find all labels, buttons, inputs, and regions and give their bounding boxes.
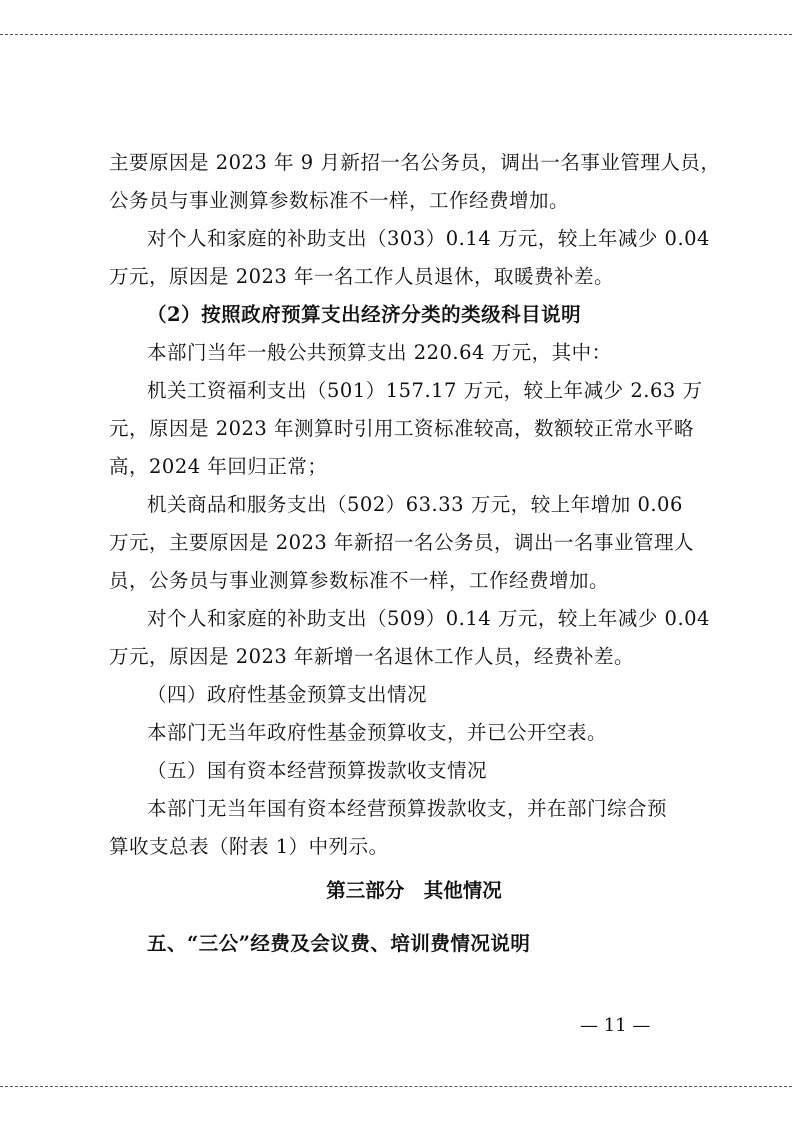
paragraph-line: 万元，主要原因是 2023 年新招一名公务员，调出一名事业管理人 (109, 531, 695, 554)
section-heading: 五、“三公”经费及会议费、培训费情况说明 (147, 932, 531, 955)
paragraph-line: 对个人和家庭的补助支出（303）0.14 万元，较上年减少 0.04 (147, 227, 710, 250)
subsection-heading: （四）政府性基金预算支出情况 (147, 683, 428, 706)
paragraph-line: 公务员与事业测算参数标准不一样，工作经费增加。 (109, 189, 570, 212)
paragraph-line: 元，原因是 2023 年测算时引用工资标准较高，数额较正常水平略 (109, 417, 695, 440)
section-heading: （2）按照政府预算支出经济分类的类级科目说明 (147, 303, 582, 326)
subsection-heading: （五）国有资本经营预算拨款收支情况 (147, 759, 488, 782)
paragraph-line: 对个人和家庭的补助支出（509）0.14 万元，较上年减少 0.04 (147, 607, 710, 630)
paragraph-line: 算收支总表（附表 1）中列示。 (109, 835, 389, 858)
paragraph-line: 主要原因是 2023 年 9 月新招一名公务员，调出一名事业管理人员， (109, 151, 721, 174)
page-number: — 11 — (580, 1015, 651, 1036)
paragraph-line: 机关商品和服务支出（502）63.33 万元，较上年增加 0.06 (147, 493, 683, 516)
paragraph-line: 万元，原因是 2023 年一名工作人员退休，取暖费补差。 (109, 265, 615, 288)
paragraph-line: 万元，原因是 2023 年新增一名退休工作人员，经费补差。 (109, 645, 635, 668)
paragraph-line: 机关工资福利支出（501）157.17 万元，较上年减少 2.63 万 (147, 379, 703, 402)
paragraph-line: 本部门当年一般公共预算支出 220.64 万元，其中： (147, 341, 612, 364)
paragraph-line: 本部门无当年国有资本经营预算拨款收支，并在部门综合预 (147, 797, 668, 820)
bottom-cut-line (0, 1086, 792, 1087)
top-cut-line (0, 34, 792, 35)
part-heading: 第三部分 其他情况 (326, 879, 502, 902)
paragraph-line: 高，2024 年回归正常； (109, 455, 328, 478)
paragraph-line: 员，公务员与事业测算参数标准不一样，工作经费增加。 (109, 569, 610, 592)
paragraph-line: 本部门无当年政府性基金预算收支，并已公开空表。 (147, 721, 608, 744)
